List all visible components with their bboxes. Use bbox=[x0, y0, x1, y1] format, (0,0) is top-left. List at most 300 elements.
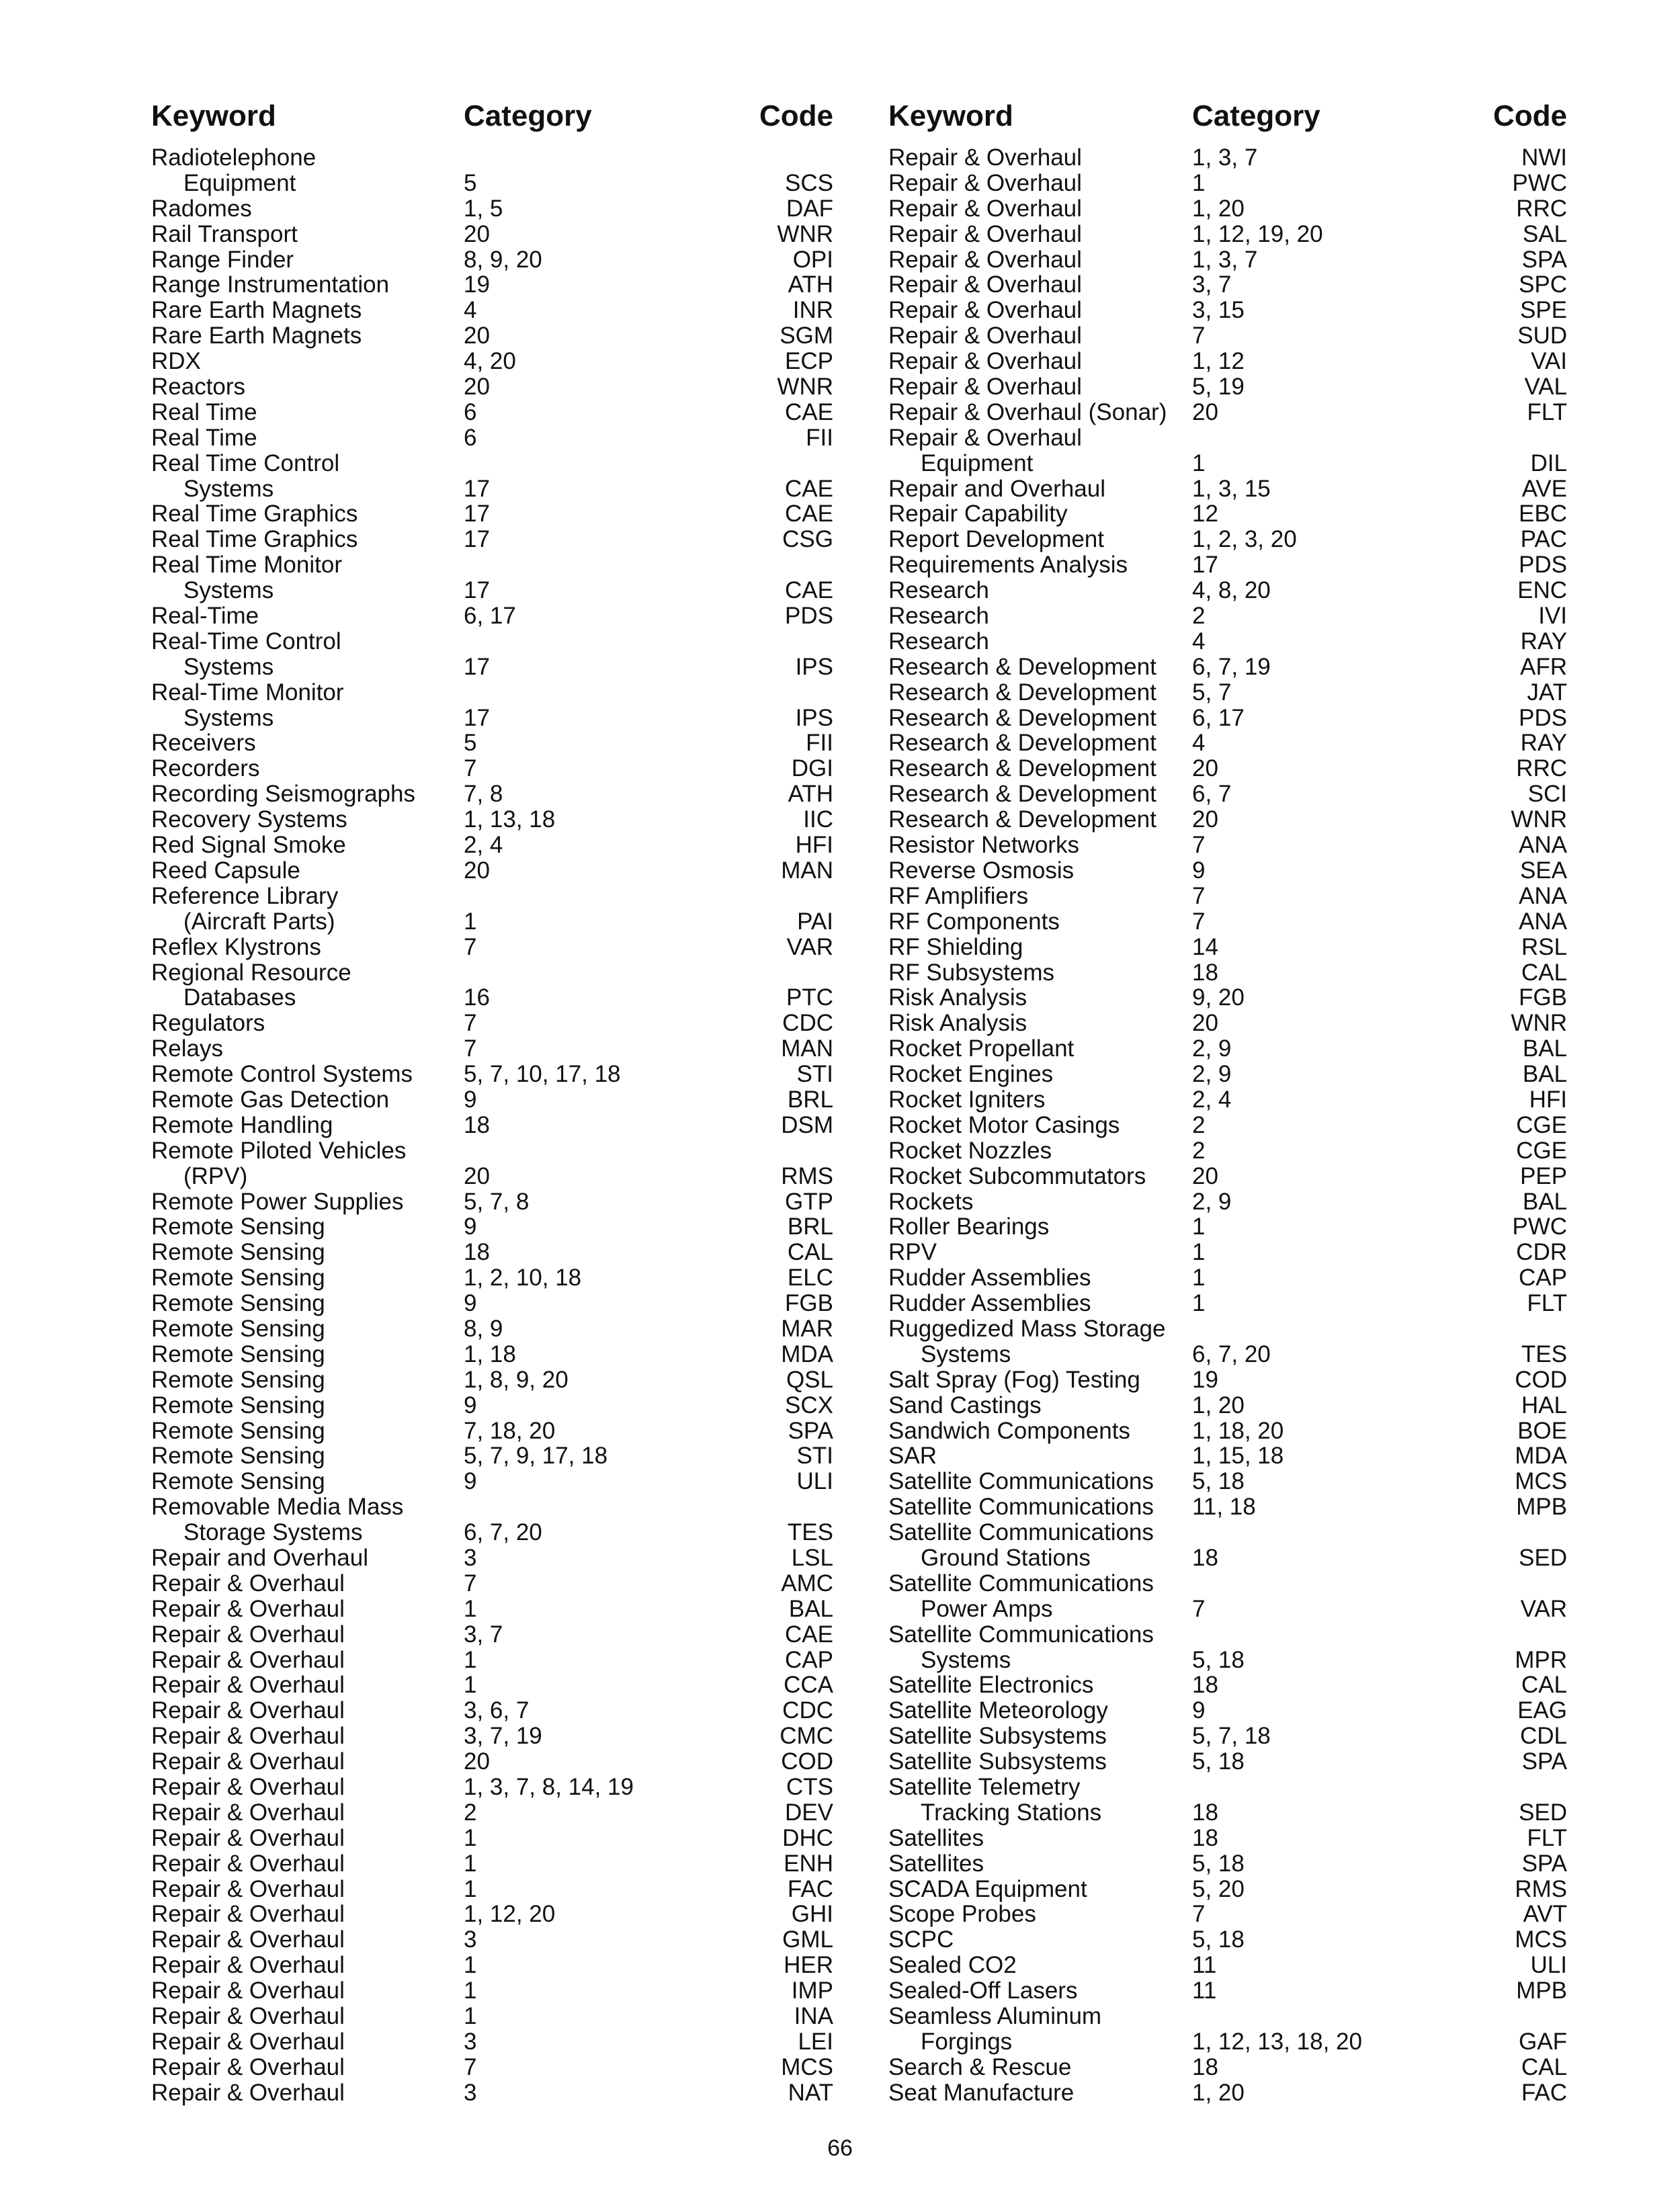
index-row bbox=[151, 2080, 833, 2106]
keyword-cell: SCADA Equipment bbox=[888, 1875, 1087, 1902]
category-cell: 2, 4 bbox=[1192, 1086, 1232, 1113]
keyword-cell: Repair & Overhaul bbox=[151, 1697, 345, 1724]
code-cell: QSL bbox=[786, 1366, 833, 1393]
code-cell: SCS bbox=[785, 169, 833, 196]
code-cell: EAG bbox=[1517, 1697, 1567, 1724]
index-row bbox=[888, 1927, 1567, 1953]
index-row bbox=[888, 706, 1567, 731]
index-row bbox=[151, 781, 833, 807]
keyword-cell: Risk Analysis bbox=[888, 1010, 1027, 1037]
code-cell: ANA bbox=[1519, 908, 1567, 935]
keyword-cell: Satellite Telemetry bbox=[888, 1774, 1081, 1800]
index-row bbox=[151, 1011, 833, 1036]
keyword-cell: Repair & Overhaul bbox=[151, 1621, 345, 1648]
keyword-cell: Repair & Overhaul bbox=[151, 1824, 345, 1851]
index-row bbox=[888, 1113, 1567, 1138]
code-cell: BAL bbox=[1522, 1035, 1567, 1062]
category-cell: 5, 7, 9, 17, 18 bbox=[464, 1443, 608, 1470]
code-cell: LEI bbox=[798, 2028, 833, 2055]
index-row bbox=[888, 2029, 1567, 2055]
keyword-cell: Research & Development bbox=[888, 679, 1157, 706]
category-cell: 20 bbox=[464, 374, 490, 400]
keyword-cell: Radomes bbox=[151, 195, 252, 222]
keyword-cell: Remote Gas Detection bbox=[151, 1086, 390, 1113]
code-cell: MDA bbox=[781, 1341, 833, 1367]
index-row bbox=[151, 578, 833, 603]
index-row bbox=[151, 935, 833, 960]
keyword-cell: Research & Development bbox=[888, 653, 1157, 680]
index-row bbox=[151, 1113, 833, 1138]
code-cell: CMC bbox=[780, 1723, 833, 1750]
index-row bbox=[888, 1036, 1567, 1062]
code-cell: MCS bbox=[1515, 1926, 1567, 1953]
code-cell: MAR bbox=[781, 1315, 833, 1342]
category-cell: 7 bbox=[1192, 1595, 1206, 1622]
category-cell: 5, 7, 10, 17, 18 bbox=[464, 1061, 621, 1088]
keyword-cell: Satellites bbox=[888, 1850, 984, 1877]
keyword-cell: Rail Transport bbox=[151, 220, 298, 247]
code-cell: ELC bbox=[787, 1265, 833, 1291]
category-cell: 1, 12, 20 bbox=[464, 1901, 556, 1928]
code-cell: LSL bbox=[791, 1544, 833, 1571]
index-row bbox=[888, 1800, 1567, 1826]
category-cell: 5, 18 bbox=[1192, 1850, 1245, 1877]
keyword-cell: Repair and Overhaul bbox=[888, 475, 1105, 502]
category-cell: 7 bbox=[464, 2053, 477, 2080]
category-header: Category bbox=[1192, 99, 1320, 132]
category-cell: 2 bbox=[464, 1799, 477, 1826]
keyword-cell: Satellite Communications bbox=[888, 1519, 1154, 1546]
index-row bbox=[151, 1724, 833, 1749]
keyword-cell: Rockets bbox=[888, 1188, 974, 1215]
code-cell: ENC bbox=[1517, 577, 1567, 604]
code-cell: FGB bbox=[785, 1290, 833, 1317]
keyword-cell: SAR bbox=[888, 1443, 937, 1470]
code-cell: MCS bbox=[781, 2053, 833, 2080]
index-row bbox=[151, 527, 833, 552]
index-row bbox=[151, 1240, 833, 1265]
keyword-cell: Real Time bbox=[151, 398, 257, 425]
index-row bbox=[888, 1214, 1567, 1240]
category-cell: 12 bbox=[1192, 501, 1218, 527]
index-row bbox=[888, 1877, 1567, 1902]
category-cell: 1 bbox=[464, 1646, 477, 1673]
keyword-cell: Requirements Analysis bbox=[888, 552, 1128, 579]
keyword-cell: Rudder Assemblies bbox=[888, 1290, 1091, 1317]
category-cell: 4 bbox=[464, 297, 477, 324]
code-cell: CAE bbox=[785, 475, 833, 502]
category-cell: 18 bbox=[464, 1111, 490, 1138]
keyword-cell: Storage Systems bbox=[183, 1519, 363, 1546]
code-cell: RRC bbox=[1516, 195, 1567, 222]
category-cell: 4, 8, 20 bbox=[1192, 577, 1271, 604]
category-cell: 7 bbox=[1192, 908, 1206, 935]
index-row bbox=[888, 400, 1567, 425]
code-cell: FII bbox=[806, 424, 833, 451]
keyword-cell: Reed Capsule bbox=[151, 857, 300, 884]
category-cell: 17 bbox=[464, 577, 490, 604]
index-row bbox=[888, 1978, 1567, 2004]
category-cell: 9 bbox=[464, 1468, 477, 1495]
index-row bbox=[151, 884, 833, 909]
index-row bbox=[151, 425, 833, 451]
code-cell: FAC bbox=[1521, 2079, 1567, 2106]
code-cell: PDS bbox=[1519, 704, 1567, 731]
index-row bbox=[888, 1597, 1567, 1622]
keyword-header: Keyword bbox=[888, 99, 1013, 132]
category-cell: 9, 20 bbox=[1192, 984, 1245, 1011]
keyword-cell: Rocket Propellant bbox=[888, 1035, 1075, 1062]
category-cell: 4 bbox=[1192, 730, 1206, 757]
code-cell: STI bbox=[796, 1061, 833, 1088]
keyword-cell: Repair & Overhaul bbox=[888, 246, 1082, 273]
code-cell: NAT bbox=[788, 2079, 833, 2106]
keyword-cell: Real Time Monitor bbox=[151, 552, 342, 579]
category-cell: 1, 5 bbox=[464, 195, 503, 222]
category-cell: 1 bbox=[464, 1952, 477, 1979]
code-cell: RMS bbox=[1515, 1875, 1567, 1902]
code-cell: CDC bbox=[782, 1010, 833, 1037]
keyword-cell: Repair & Overhaul bbox=[888, 297, 1082, 324]
code-cell: SPA bbox=[788, 1417, 833, 1444]
keyword-cell: Real Time Control bbox=[151, 450, 340, 476]
category-cell: 20 bbox=[1192, 398, 1218, 425]
keyword-cell: Reverse Osmosis bbox=[888, 857, 1075, 884]
category-cell: 17 bbox=[464, 526, 490, 553]
index-row bbox=[151, 960, 833, 986]
keyword-cell: Repair & Overhaul bbox=[151, 1926, 345, 1953]
category-cell: 1 bbox=[1192, 169, 1206, 196]
keyword-cell: Rocket Subcommutators bbox=[888, 1162, 1146, 1189]
keyword-cell: Real Time bbox=[151, 424, 257, 451]
keyword-cell: Remote Sensing bbox=[151, 1214, 325, 1240]
keyword-cell: RF Subsystems bbox=[888, 959, 1054, 986]
code-cell: IMP bbox=[791, 1977, 833, 2004]
category-cell: 5, 7, 8 bbox=[464, 1188, 530, 1215]
index-row bbox=[888, 476, 1567, 502]
code-cell: IPS bbox=[795, 704, 833, 731]
code-cell: GHI bbox=[791, 1901, 833, 1928]
category-cell: 14 bbox=[1192, 933, 1218, 960]
code-cell: SCX bbox=[785, 1392, 833, 1418]
keyword-cell: Research bbox=[888, 577, 989, 604]
category-cell: 9 bbox=[1192, 857, 1206, 884]
keyword-cell: Recording Seismographs bbox=[151, 781, 415, 808]
category-cell: 19 bbox=[1192, 1366, 1218, 1393]
category-cell: 1, 12, 13, 18, 20 bbox=[1192, 2028, 1362, 2055]
category-cell: 7 bbox=[464, 1570, 477, 1597]
category-cell: 1, 20 bbox=[1192, 1392, 1245, 1418]
code-cell: WNR bbox=[1511, 1010, 1567, 1037]
code-cell: IVI bbox=[1538, 603, 1567, 630]
category-cell: 7 bbox=[464, 1035, 477, 1062]
keyword-cell: Research & Development bbox=[888, 704, 1157, 731]
index-row bbox=[888, 501, 1567, 527]
code-cell: TES bbox=[787, 1519, 833, 1546]
category-cell: 20 bbox=[464, 857, 490, 884]
code-cell: PTC bbox=[786, 984, 833, 1011]
index-row bbox=[151, 909, 833, 935]
keyword-cell: RPV bbox=[888, 1239, 937, 1266]
category-cell: 8, 9, 20 bbox=[464, 246, 542, 273]
keyword-cell: Real Time Graphics bbox=[151, 526, 358, 553]
index-row bbox=[151, 833, 833, 858]
index-row bbox=[888, 1138, 1567, 1164]
category-cell: 1, 3, 7 bbox=[1192, 246, 1258, 273]
keyword-cell: Ground Stations bbox=[921, 1544, 1091, 1571]
code-cell: ECP bbox=[785, 348, 833, 375]
index-row bbox=[888, 603, 1567, 629]
right-rows bbox=[888, 145, 1567, 2106]
index-row bbox=[888, 1240, 1567, 1265]
index-row bbox=[151, 1597, 833, 1622]
category-cell: 5, 19 bbox=[1192, 374, 1245, 400]
index-row bbox=[151, 298, 833, 323]
keyword-cell: Repair & Overhaul bbox=[151, 1850, 345, 1877]
index-row bbox=[151, 1367, 833, 1393]
index-row bbox=[888, 1418, 1567, 1444]
index-row bbox=[888, 1265, 1567, 1291]
keyword-cell: Repair & Overhaul bbox=[151, 1875, 345, 1902]
code-cell: VAI bbox=[1531, 348, 1567, 375]
category-cell: 2, 9 bbox=[1192, 1035, 1232, 1062]
index-row bbox=[888, 1622, 1567, 1648]
keyword-cell: Seat Manufacture bbox=[888, 2079, 1075, 2106]
code-cell: WNR bbox=[777, 374, 833, 400]
index-row bbox=[151, 1418, 833, 1444]
keyword-cell: Range Instrumentation bbox=[151, 271, 390, 298]
keyword-cell: Rocket Nozzles bbox=[888, 1137, 1052, 1164]
index-row bbox=[151, 1877, 833, 1902]
index-row bbox=[151, 730, 833, 756]
category-cell: 2 bbox=[1192, 1137, 1206, 1164]
code-cell: CAE bbox=[785, 1621, 833, 1648]
category-cell: 5, 7, 18 bbox=[1192, 1723, 1271, 1750]
index-row bbox=[151, 1902, 833, 1927]
keyword-cell: Repair & Overhaul bbox=[888, 220, 1082, 247]
keyword-cell: Research & Development bbox=[888, 755, 1157, 782]
keyword-cell: Real Time Graphics bbox=[151, 501, 358, 527]
code-cell: ATH bbox=[788, 781, 833, 808]
keyword-cell: Systems bbox=[921, 1646, 1011, 1673]
index-row bbox=[151, 603, 833, 629]
keyword-cell: Repair & Overhaul bbox=[151, 2053, 345, 2080]
code-cell: DHC bbox=[782, 1824, 833, 1851]
keyword-cell: Satellite Communications bbox=[888, 1621, 1154, 1648]
keyword-cell: Repair & Overhaul bbox=[888, 424, 1082, 451]
category-cell: 7 bbox=[1192, 323, 1206, 349]
category-cell: 11, 18 bbox=[1192, 1494, 1256, 1521]
category-cell: 7, 8 bbox=[464, 781, 503, 808]
code-cell: PAC bbox=[1520, 526, 1567, 553]
keyword-cell: Regulators bbox=[151, 1010, 265, 1037]
category-cell: 1 bbox=[1192, 450, 1206, 476]
index-row bbox=[151, 1214, 833, 1240]
category-cell: 11 bbox=[1192, 1952, 1217, 1979]
index-row bbox=[888, 1672, 1567, 1698]
code-cell: HFI bbox=[795, 832, 833, 859]
keyword-cell: Red Signal Smoke bbox=[151, 832, 346, 859]
category-cell: 1 bbox=[464, 908, 477, 935]
code-cell: CAL bbox=[1521, 1672, 1567, 1699]
keyword-cell: Repair & Overhaul bbox=[888, 323, 1082, 349]
index-row bbox=[888, 1342, 1567, 1367]
index-row bbox=[888, 349, 1567, 374]
keyword-cell: Recovery Systems bbox=[151, 806, 347, 833]
index-row bbox=[888, 1443, 1567, 1469]
category-cell: 1, 20 bbox=[1192, 195, 1245, 222]
category-cell: 20 bbox=[464, 323, 490, 349]
category-cell: 17 bbox=[464, 653, 490, 680]
keyword-cell: Remote Sensing bbox=[151, 1341, 325, 1367]
index-row bbox=[888, 145, 1567, 171]
code-cell: RRC bbox=[1516, 755, 1567, 782]
keyword-cell: Repair & Overhaul bbox=[151, 1570, 345, 1597]
code-cell: MDA bbox=[1515, 1443, 1567, 1470]
keyword-cell: Rocket Igniters bbox=[888, 1086, 1046, 1113]
code-cell: CAP bbox=[1519, 1265, 1567, 1291]
category-cell: 8, 9 bbox=[464, 1315, 503, 1342]
index-row bbox=[151, 1545, 833, 1571]
code-cell: FAC bbox=[787, 1875, 833, 1902]
category-cell: 1, 3, 15 bbox=[1192, 475, 1271, 502]
right-column bbox=[888, 94, 1567, 2106]
index-row bbox=[888, 578, 1567, 603]
index-row bbox=[151, 552, 833, 578]
keyword-cell: RF Components bbox=[888, 908, 1060, 935]
keyword-cell: Satellite Communications bbox=[888, 1570, 1154, 1597]
code-cell: BAL bbox=[788, 1595, 833, 1622]
keyword-cell: Remote Sensing bbox=[151, 1392, 325, 1418]
category-cell: 1, 2, 3, 20 bbox=[1192, 526, 1297, 553]
code-cell: CAE bbox=[785, 398, 833, 425]
index-row bbox=[151, 1800, 833, 1826]
category-cell: 1, 12, 19, 20 bbox=[1192, 220, 1323, 247]
keyword-cell: Ruggedized Mass Storage bbox=[888, 1315, 1166, 1342]
code-cell: AFR bbox=[1520, 653, 1567, 680]
category-cell: 1 bbox=[464, 1977, 477, 2004]
index-row bbox=[888, 374, 1567, 400]
keyword-cell: Remote Control Systems bbox=[151, 1061, 413, 1088]
category-cell: 17 bbox=[464, 704, 490, 731]
code-cell: CCA bbox=[784, 1672, 833, 1699]
index-row bbox=[151, 985, 833, 1011]
keyword-cell: Search & Rescue bbox=[888, 2053, 1072, 2080]
code-cell: PWC bbox=[1512, 1214, 1567, 1240]
category-cell: 9 bbox=[464, 1290, 477, 1317]
category-cell: 1 bbox=[464, 2003, 477, 2030]
keyword-cell: Scope Probes bbox=[888, 1901, 1036, 1928]
index-row bbox=[888, 1316, 1567, 1342]
keyword-cell: Power Amps bbox=[921, 1595, 1053, 1622]
keyword-cell: Remote Power Supplies bbox=[151, 1188, 404, 1215]
category-cell: 20 bbox=[464, 1748, 490, 1775]
keyword-cell: Repair & Overhaul bbox=[888, 348, 1082, 375]
category-cell: 5 bbox=[464, 730, 477, 757]
category-cell: 2, 9 bbox=[1192, 1061, 1232, 1088]
keyword-cell: Rare Earth Magnets bbox=[151, 323, 362, 349]
code-cell: SAL bbox=[1522, 220, 1567, 247]
code-cell: GTP bbox=[785, 1188, 833, 1215]
index-row bbox=[888, 1164, 1567, 1189]
keyword-cell: Research & Development bbox=[888, 730, 1157, 757]
code-cell: MPB bbox=[1516, 1977, 1567, 2004]
code-cell: DGI bbox=[791, 755, 833, 782]
code-cell: GAF bbox=[1519, 2028, 1567, 2055]
category-cell: 7 bbox=[1192, 882, 1206, 909]
code-cell: SED bbox=[1519, 1544, 1567, 1571]
category-cell: 18 bbox=[1192, 1544, 1218, 1571]
index-row bbox=[151, 1164, 833, 1189]
index-row bbox=[888, 2055, 1567, 2080]
index-row bbox=[151, 1036, 833, 1062]
keyword-cell: Rocket Motor Casings bbox=[888, 1111, 1120, 1138]
index-row bbox=[888, 1648, 1567, 1673]
index-row bbox=[888, 1291, 1567, 1316]
keyword-cell: Repair & Overhaul bbox=[151, 1977, 345, 2004]
code-cell: MPB bbox=[1516, 1494, 1567, 1521]
index-row bbox=[151, 1622, 833, 1648]
index-row bbox=[888, 2080, 1567, 2106]
keyword-cell: Repair & Overhaul bbox=[151, 2003, 345, 2030]
category-cell: 3, 7 bbox=[464, 1621, 503, 1648]
keyword-cell: Equipment bbox=[183, 169, 296, 196]
keyword-cell: Sand Castings bbox=[888, 1392, 1042, 1418]
index-row bbox=[888, 1367, 1567, 1393]
code-cell: ULI bbox=[1530, 1952, 1567, 1979]
index-row bbox=[151, 1953, 833, 1978]
keyword-cell: Systems bbox=[183, 653, 274, 680]
category-cell: 3, 15 bbox=[1192, 297, 1245, 324]
code-cell: RSL bbox=[1521, 933, 1567, 960]
keyword-cell: SCPC bbox=[888, 1926, 954, 1953]
code-cell: SGM bbox=[780, 323, 833, 349]
index-row bbox=[888, 552, 1567, 578]
category-cell: 1, 13, 18 bbox=[464, 806, 556, 833]
code-cell: MAN bbox=[781, 1035, 833, 1062]
keyword-cell: Remote Sensing bbox=[151, 1417, 325, 1444]
code-cell: PDS bbox=[785, 603, 833, 630]
index-row bbox=[151, 1648, 833, 1673]
category-cell: 18 bbox=[464, 1239, 490, 1266]
index-row bbox=[888, 1545, 1567, 1571]
category-cell: 20 bbox=[464, 1162, 490, 1189]
index-row bbox=[888, 1520, 1567, 1545]
keyword-cell: Research bbox=[888, 603, 989, 630]
category-cell: 6 bbox=[464, 424, 477, 451]
code-cell: FLT bbox=[1527, 398, 1567, 425]
keyword-cell: RF Amplifiers bbox=[888, 882, 1029, 909]
code-cell: PAI bbox=[797, 908, 833, 935]
code-cell: DSM bbox=[781, 1111, 833, 1138]
keyword-cell: Repair Capability bbox=[888, 501, 1068, 527]
keyword-cell: Rare Earth Magnets bbox=[151, 297, 362, 324]
code-cell: PWC bbox=[1512, 169, 1567, 196]
category-cell: 20 bbox=[464, 220, 490, 247]
category-cell: 17 bbox=[1192, 552, 1218, 579]
keyword-cell: Real-Time Control bbox=[151, 628, 341, 654]
keyword-cell: Real-Time bbox=[151, 603, 259, 630]
keyword-cell: Repair & Overhaul bbox=[151, 1799, 345, 1826]
keyword-cell: Repair & Overhaul bbox=[151, 2079, 345, 2106]
index-row bbox=[888, 680, 1567, 706]
keyword-cell: Remote Sensing bbox=[151, 1239, 325, 1266]
code-cell: SUD bbox=[1517, 323, 1567, 349]
category-cell: 7 bbox=[464, 755, 477, 782]
category-cell: 1, 3, 7 bbox=[1192, 144, 1258, 171]
keyword-cell: Repair & Overhaul bbox=[151, 1646, 345, 1673]
category-cell: 3 bbox=[464, 2028, 477, 2055]
